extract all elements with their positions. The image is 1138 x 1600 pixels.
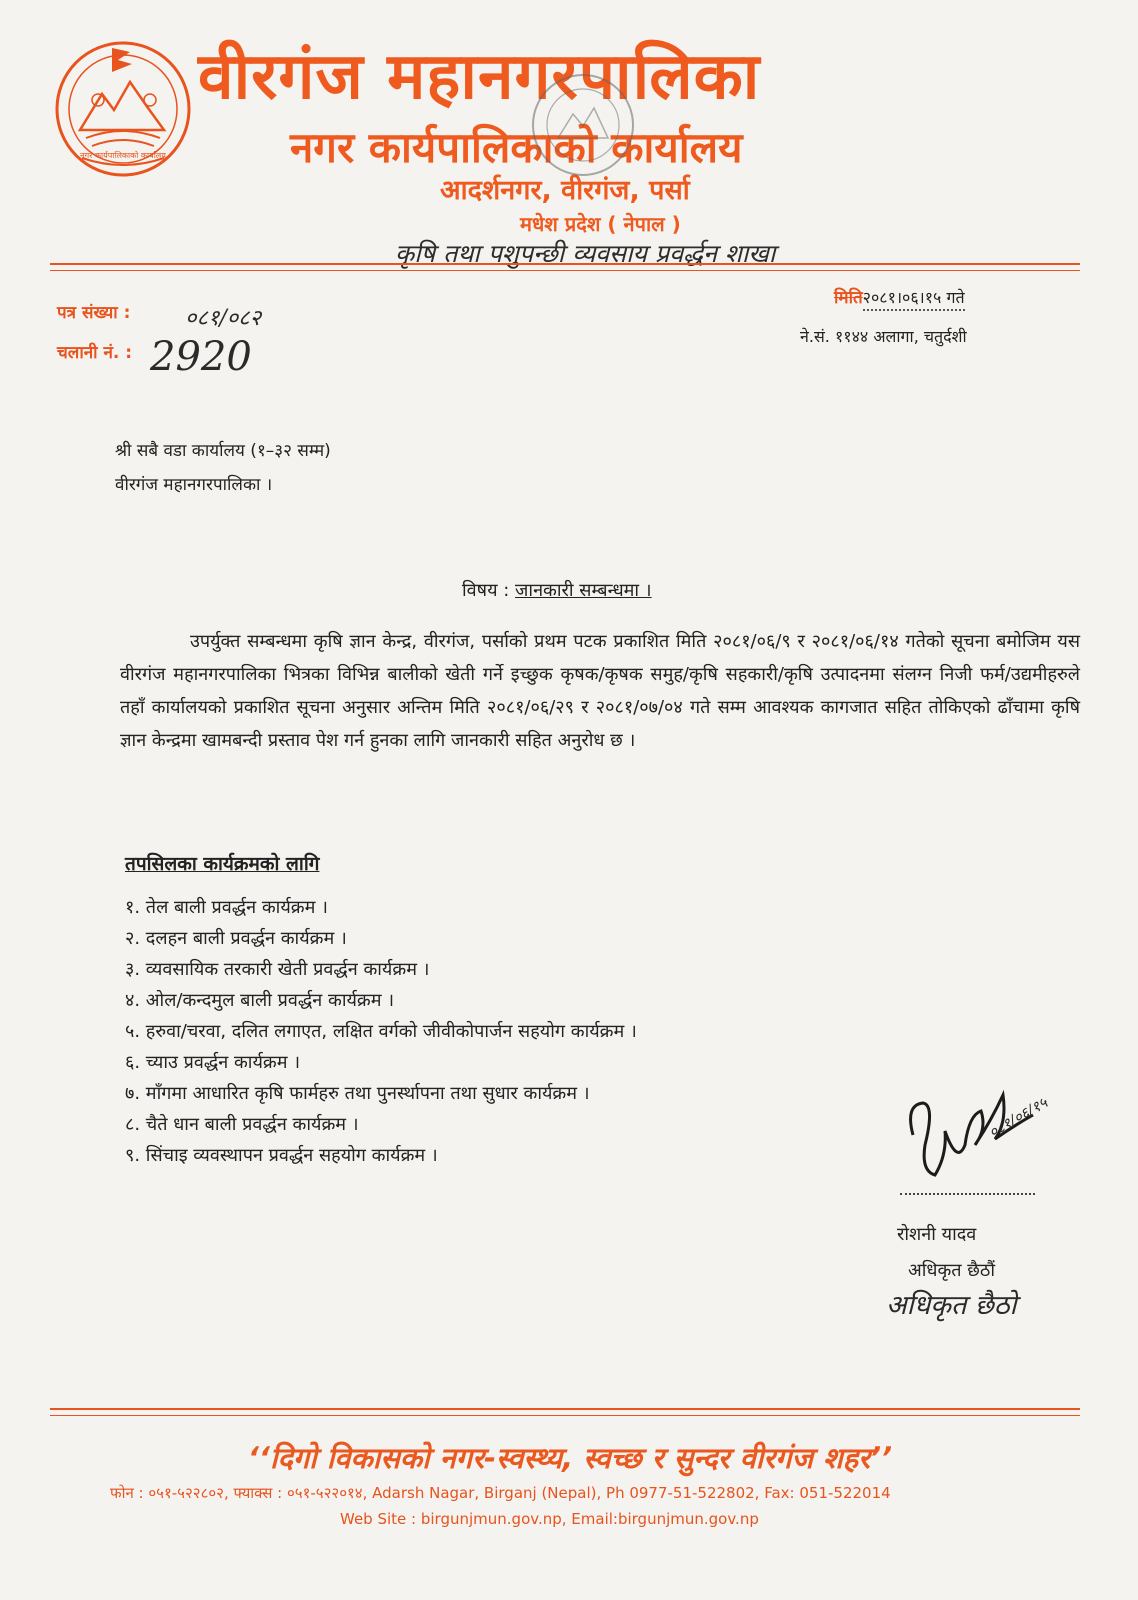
header-rule-bottom [50, 270, 1080, 271]
list-item: ७. माँगमा आधारित कृषि फार्महरु तथा पुनर्स्थापना तथा सुधार कार्यक्रम । [125, 1083, 590, 1104]
date-line [834, 285, 965, 308]
footer-contact: फोन : ०५१-५२२८०२, फ्याक्स : ०५१-५२२०१४, Adarsh Nagar, Birganj (Nepal), Ph 0977-51-522802, Fax: 051-522014 [110, 1484, 891, 1502]
list-item: ५. हरुवा/चरवा, दलित लगाएत, लक्षित वर्गको जीवीकोपार्जन सहयोग कार्यक्रम । [125, 1021, 637, 1042]
office-title: नगर कार्यपालिकाको कार्यालय [290, 123, 743, 172]
date-label: मिति [834, 288, 863, 308]
recipient-line-2: वीरगंज महानगरपालिका । [115, 475, 273, 495]
footer-slogan: ‘‘दिगो विकासको नगर-स्वस्थ्य, स्वच्छ र सुन्दर वीरगंज शहर’’ [247, 1441, 893, 1475]
office-address: आदर्शनगर, वीरगंज, पर्सा [440, 175, 690, 206]
footer-rule-top [50, 1408, 1080, 1410]
footer-website: Web Site : birgunjmun.gov.np, Email:birgunjmun.gov.np [340, 1510, 759, 1528]
signatory-designation: अधिकृत छैठौं [908, 1260, 996, 1281]
office-stamp [528, 70, 638, 184]
recipient-line-1: श्री सबै वडा कार्यालय (१–३२ सम्म) [115, 441, 331, 461]
programs-list [125, 892, 925, 1171]
list-item: ६. च्याउ प्रवर्द्धन कार्यक्रम । [125, 1052, 301, 1073]
municipality-title: वीरगंज महानगरपालिका [198, 40, 761, 114]
signature-mark [895, 1075, 1045, 1199]
programs-heading: तपसिलका कार्यक्रमको लागि [125, 853, 320, 875]
signature-dotted-line [900, 1193, 1035, 1195]
section-name-handwritten: कृषि तथा पशुपन्छी व्यवसाय प्रवर्द्धन शाखा [395, 239, 776, 268]
list-item: ८. चैते धान बाली प्रवर्द्धन कार्यक्रम । [125, 1114, 359, 1135]
list-item: ३. व्यवसायिक तरकारी खेती प्रवर्द्धन कार्यक्रम । [125, 959, 430, 980]
subject-text: जानकारी सम्बन्धमा । [515, 580, 652, 601]
list-item: २. दलहन बाली प्रवर्द्धन कार्यक्रम । [125, 928, 347, 949]
date-value: २०८१।०६।१५ गते [863, 288, 965, 311]
signatory-designation-handwritten: अधिकृत छैठो [886, 1290, 1017, 1321]
signatory-name: रोशनी यादव [897, 1224, 977, 1245]
list-item: ४. ओल/कन्दमुल बाली प्रवर्द्धन कार्यक्रम । [125, 990, 395, 1011]
list-item: १. तेल बाली प्रवर्द्धन कार्यक्रम । [125, 897, 328, 918]
list-item: ९. सिंचाइ व्यवस्थापन प्रवर्द्धन सहयोग कार्यक्रम । [125, 1145, 438, 1166]
province-label: मधेश प्रदेश ( नेपाल ) [520, 212, 681, 236]
emblem-caption: नगर कार्यपालिकाको कार्यालय [80, 151, 166, 160]
signature-date: ०८१/०६/१५ [985, 1093, 1051, 1142]
footer-rule-bottom [50, 1415, 1080, 1416]
header-rule-top [50, 263, 1080, 265]
subject-line [462, 578, 652, 602]
dispatch-no-label: चलानी नं. : [57, 343, 133, 363]
nepal-sambat-date: ने.सं. ११४४ अलागा, चतुर्दशी [800, 327, 967, 346]
letter-no-label: पत्र संख्या : [57, 303, 131, 323]
subject-label: विषय : [462, 580, 510, 601]
letter-no-value: ०८१/०८२ [185, 306, 262, 331]
dispatch-no-value: 2920 [150, 334, 252, 380]
body-paragraph: उपर्युक्त सम्बन्धमा कृषि ज्ञान केन्द्र, वीरगंज, पर्साको प्रथम पटक प्रकाशित मिति २०८१/०६/९ र २०८१/०६/१४ गतेको सूचना बमोजिम यस वीरगंज महानगरपालिका भित्रका विभिन्न बालीको खेती गर्ने इच्छुक कृषक/कृषक समुह/कृषि सहकारी/कृषि उत्पादनमा संलग्न निजी फर्म/उद्यमीहरुले तहाँ कार्यालयको प्रकाशित सूचना अनुसार अन्तिम मिति २०८१/०६/२९ र २०८१/०७/०४ गते सम्म आवश्यक कागजात सहित तोकिएको ढाँचामा कृषि ज्ञान केन्द्रमा खामबन्दी प्रस्ताव पेश गर्न हुनका लागि जानकारी सहित अनुरोध छ । [120, 631, 1080, 751]
